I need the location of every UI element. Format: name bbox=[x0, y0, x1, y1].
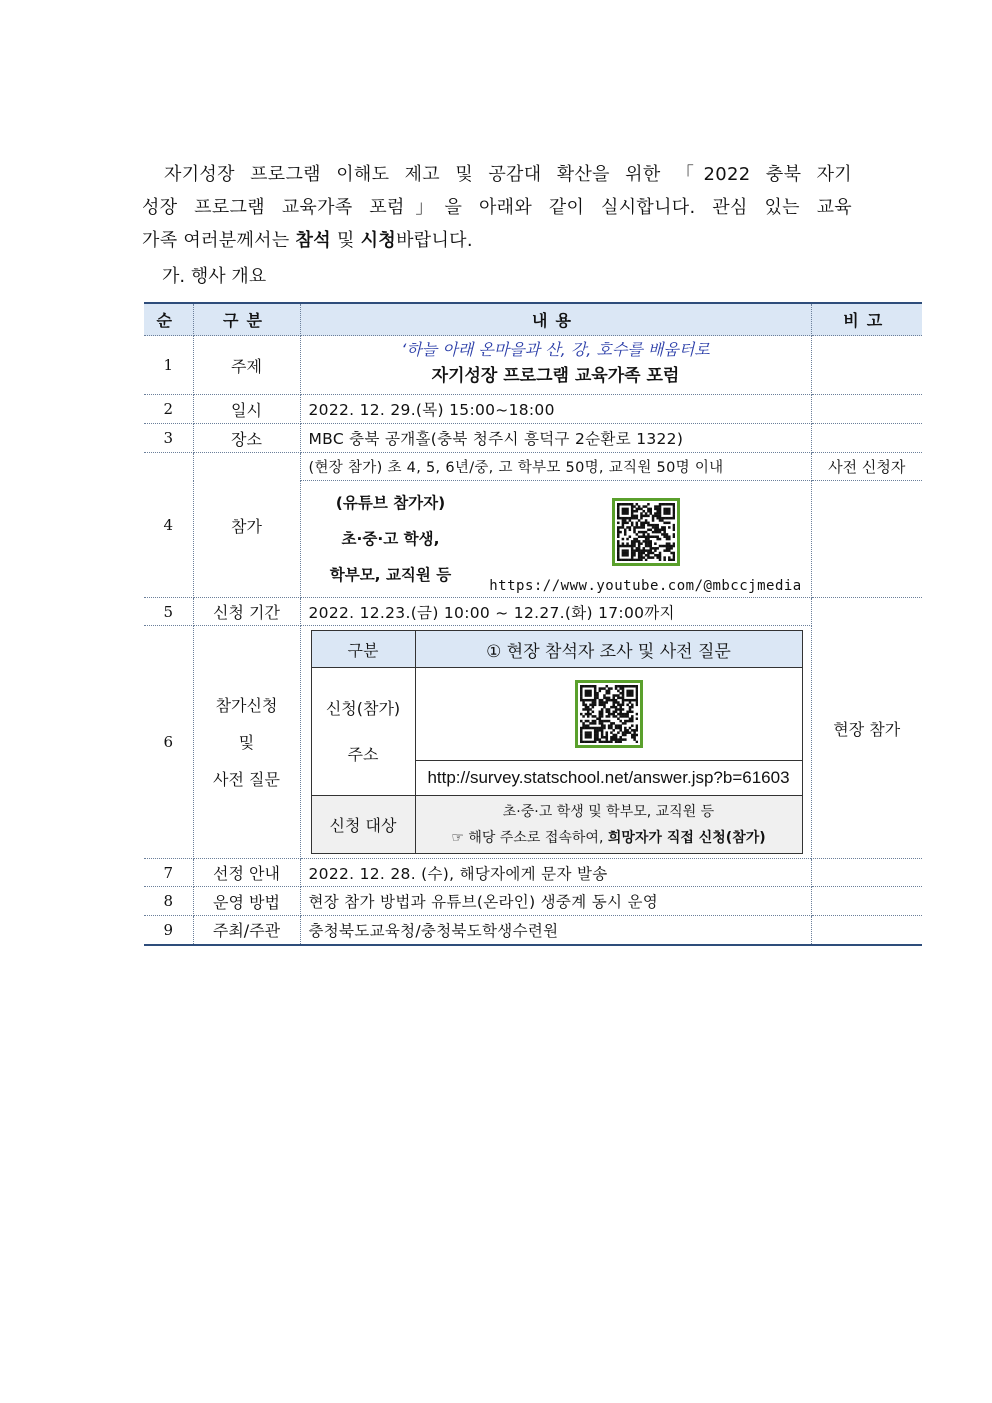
survey-header-title: ① 현장 참석자 조사 및 사전 질문 bbox=[415, 631, 802, 668]
row-num: 8 bbox=[144, 887, 193, 916]
section-title: 가. 행사 개요 bbox=[162, 266, 267, 287]
table-row bbox=[144, 424, 922, 453]
row-note bbox=[811, 395, 922, 424]
youtube-label: (유튜브 참가자) bbox=[335, 494, 446, 512]
row-category: 주최/주관 bbox=[193, 916, 300, 945]
row-note bbox=[811, 481, 922, 598]
row-note: 사전 신청자 bbox=[811, 453, 922, 481]
survey-qr-cell bbox=[415, 668, 802, 761]
target-instruction-text: ☞ 해당 주소로 접속하여, bbox=[451, 829, 608, 846]
row-content bbox=[300, 626, 811, 859]
intro-line-3 bbox=[142, 224, 852, 257]
table-row bbox=[144, 453, 922, 481]
youtube-participants-cell bbox=[300, 481, 811, 598]
row-content: 2022. 12. 28. (수), 해당자에게 문자 발송 bbox=[300, 859, 811, 887]
row-category: 운영 방법 bbox=[193, 887, 300, 916]
address-label-line: 주소 bbox=[347, 744, 379, 764]
intro-bold-attend: 참석 bbox=[295, 230, 331, 251]
survey-target bbox=[415, 796, 802, 854]
row-category: 주제 bbox=[193, 336, 300, 395]
target-instruction-bold: 희망자가 직접 신청(참가) bbox=[607, 829, 766, 846]
header-note: 비고 bbox=[811, 303, 922, 336]
row-note: 현장 참가 bbox=[811, 598, 922, 859]
youtube-url-link[interactable]: https://www.youtube.com/@mbccjmedia bbox=[489, 578, 802, 594]
intro-line-1: 자기성장 프로그램 이해도 제고 및 공감대 확산을 위한 「2022 충북 자기 bbox=[164, 164, 852, 185]
row-content: 2022. 12. 29.(목) 15:00~18:00 bbox=[300, 395, 811, 424]
row-content: 현장 참가 방법과 유튜브(온라인) 생중계 동시 운영 bbox=[300, 887, 811, 916]
intro-text: 및 bbox=[330, 230, 361, 251]
survey-address-label bbox=[311, 668, 415, 796]
row-note bbox=[811, 916, 922, 945]
survey-header-category: 구분 bbox=[311, 631, 415, 668]
table-row bbox=[144, 916, 922, 945]
row-note bbox=[811, 859, 922, 887]
row-content: MBC 충북 공개홀(충북 청주시 흥덕구 2순환로 1322) bbox=[300, 424, 811, 453]
target-instruction bbox=[416, 825, 802, 851]
category-line: 및 bbox=[238, 732, 255, 752]
event-overview-table bbox=[144, 302, 922, 946]
survey-table bbox=[311, 630, 803, 854]
category-line: 참가신청 bbox=[215, 695, 278, 715]
row-category: 장소 bbox=[193, 424, 300, 453]
row-num: 7 bbox=[144, 859, 193, 887]
youtube-audience-line: 학부모, 교직원 등 bbox=[329, 566, 452, 584]
theme-subtitle: ‘하늘 아래 온마을과 산, 강, 호수를 배움터로 bbox=[401, 340, 710, 359]
table-row bbox=[144, 598, 922, 626]
youtube-audience bbox=[301, 481, 481, 597]
intro-text: 가족 여러분께서는 bbox=[142, 230, 296, 251]
survey-target-label: 신청 대상 bbox=[311, 796, 415, 854]
row-category: 참가 bbox=[193, 453, 300, 598]
header-category: 구분 bbox=[193, 303, 300, 336]
header-content: 내용 bbox=[300, 303, 811, 336]
table-row bbox=[144, 626, 922, 859]
youtube-link-cell bbox=[481, 481, 811, 597]
row-content bbox=[300, 336, 811, 395]
qr-code-icon[interactable] bbox=[575, 680, 643, 748]
row-category: 일시 bbox=[193, 395, 300, 424]
row-content: 충청북도교육청/충청북도학생수련원 bbox=[300, 916, 811, 945]
table-header-row bbox=[144, 303, 922, 336]
survey-url-link[interactable]: http://survey.statschool.net/answer.jsp?b=61603 bbox=[415, 761, 802, 796]
row-content: 2022. 12.23.(금) 10:00 ~ 12.27.(화) 17:00까지 bbox=[300, 598, 811, 626]
onsite-participants: (현장 참가) 초 4, 5, 6년/중, 고 학부모 50명, 교직원 50명 이내 bbox=[300, 453, 811, 481]
intro-bold-watch: 시청 bbox=[360, 230, 397, 251]
row-note bbox=[811, 887, 922, 916]
intro-line-2: 성장 프로그램 교육가족 포럼」을 아래와 같이 실시합니다. 관심 있는 교육 bbox=[142, 197, 852, 218]
target-line: 초·중·고 학생 및 학부모, 교직원 등 bbox=[502, 803, 715, 820]
table-row bbox=[144, 859, 922, 887]
table-row bbox=[144, 336, 922, 395]
youtube-audience-line: 초·중·고 학생, bbox=[341, 530, 440, 548]
intro-paragraph bbox=[142, 158, 852, 257]
header-num: 순 bbox=[144, 303, 193, 336]
row-category bbox=[193, 626, 300, 859]
table-row bbox=[144, 887, 922, 916]
theme-title: 자기성장 프로그램 교육가족 포럼 bbox=[431, 366, 680, 386]
row-num: 9 bbox=[144, 916, 193, 945]
intro-text: 바랍니다. bbox=[396, 230, 473, 251]
row-num: 1 bbox=[144, 336, 193, 395]
row-num: 3 bbox=[144, 424, 193, 453]
youtube-participants bbox=[301, 481, 811, 597]
category-line: 사전 질문 bbox=[213, 769, 280, 789]
table-row bbox=[144, 395, 922, 424]
row-num: 2 bbox=[144, 395, 193, 424]
row-num: 5 bbox=[144, 598, 193, 626]
row-category: 신청 기간 bbox=[193, 598, 300, 626]
row-note bbox=[811, 424, 922, 453]
row-category: 선정 안내 bbox=[193, 859, 300, 887]
address-label-line: 신청(참가) bbox=[325, 698, 401, 718]
row-num: 4 bbox=[144, 453, 193, 598]
qr-code-icon[interactable] bbox=[612, 498, 680, 566]
row-num: 6 bbox=[144, 626, 193, 859]
row-note bbox=[811, 336, 922, 395]
